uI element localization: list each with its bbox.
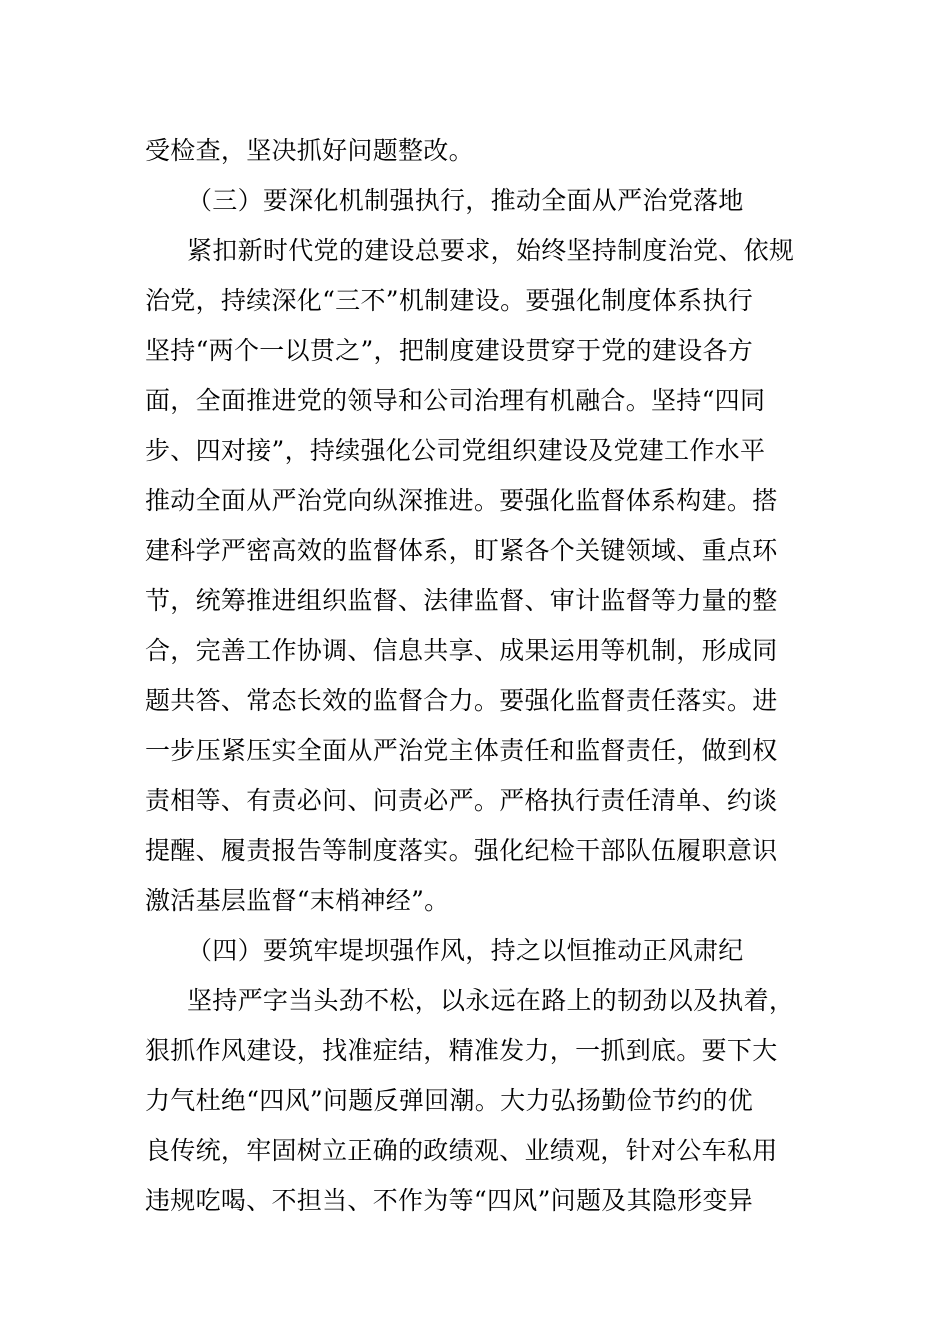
text-line: 推动全面从严治党向纵深推进。要强化监督体系构建。搭	[145, 486, 778, 515]
section-heading: （四）要筑牢堤坝强作风，持之以恒推动正风肃纪	[187, 936, 744, 965]
text-line: 步、四对接”，持续强化公司党组织建设及党建工作水平	[145, 436, 766, 465]
text-line: 提醒、履责报告等制度落实。强化纪检干部队伍履职意识	[145, 836, 778, 865]
text-line: 激活基层监督“末梢神经”。	[145, 886, 450, 915]
text-line: 狠抓作风建设，找准症结，精准发力，一抓到底。要下大	[145, 1036, 778, 1065]
text-line: 一步压紧压实全面从严治党主体责任和监督责任，做到权	[145, 736, 778, 765]
paragraph-first-line: 紧扣新时代党的建设总要求，始终坚持制度治党、依规	[187, 236, 795, 265]
text-line: 良传统，牢固树立正确的政绩观、业绩观，针对公车私用	[145, 1136, 778, 1165]
text-line: 责相等、有责必问、问责必严。严格执行责任清单、约谈	[145, 786, 778, 815]
text-line: 受检查，坚决抓好问题整改。	[145, 136, 474, 165]
text-line: 节，统筹推进组织监督、法律监督、审计监督等力量的整	[145, 586, 778, 615]
text-line: 合，完善工作协调、信息共享、成果运用等机制，形成同	[145, 636, 778, 665]
text-line: 面，全面推进党的领导和公司治理有机融合。坚持“四同	[145, 386, 766, 415]
text-line: 力气杜绝“四风”问题反弹回潮。大力弘扬勤俭节约的优	[145, 1086, 754, 1115]
paragraph-first-line: 坚持严字当头劲不松，以永远在路上的韧劲以及执着，	[187, 986, 795, 1015]
section-heading: （三）要深化机制强执行，推动全面从严治党落地	[187, 186, 744, 215]
text-line: 违规吃喝、不担当、不作为等“四风”问题及其隐形变异	[145, 1186, 754, 1215]
text-line: 坚持“两个一以贯之”，把制度建设贯穿于党的建设各方	[145, 336, 754, 365]
text-line: 建科学严密高效的监督体系，盯紧各个关键领域、重点环	[145, 536, 778, 565]
text-line: 治党，持续深化“三不”机制建设。要强化制度体系执行	[145, 286, 754, 315]
text-line: 题共答、常态长效的监督合力。要强化监督责任落实。进	[145, 686, 778, 715]
